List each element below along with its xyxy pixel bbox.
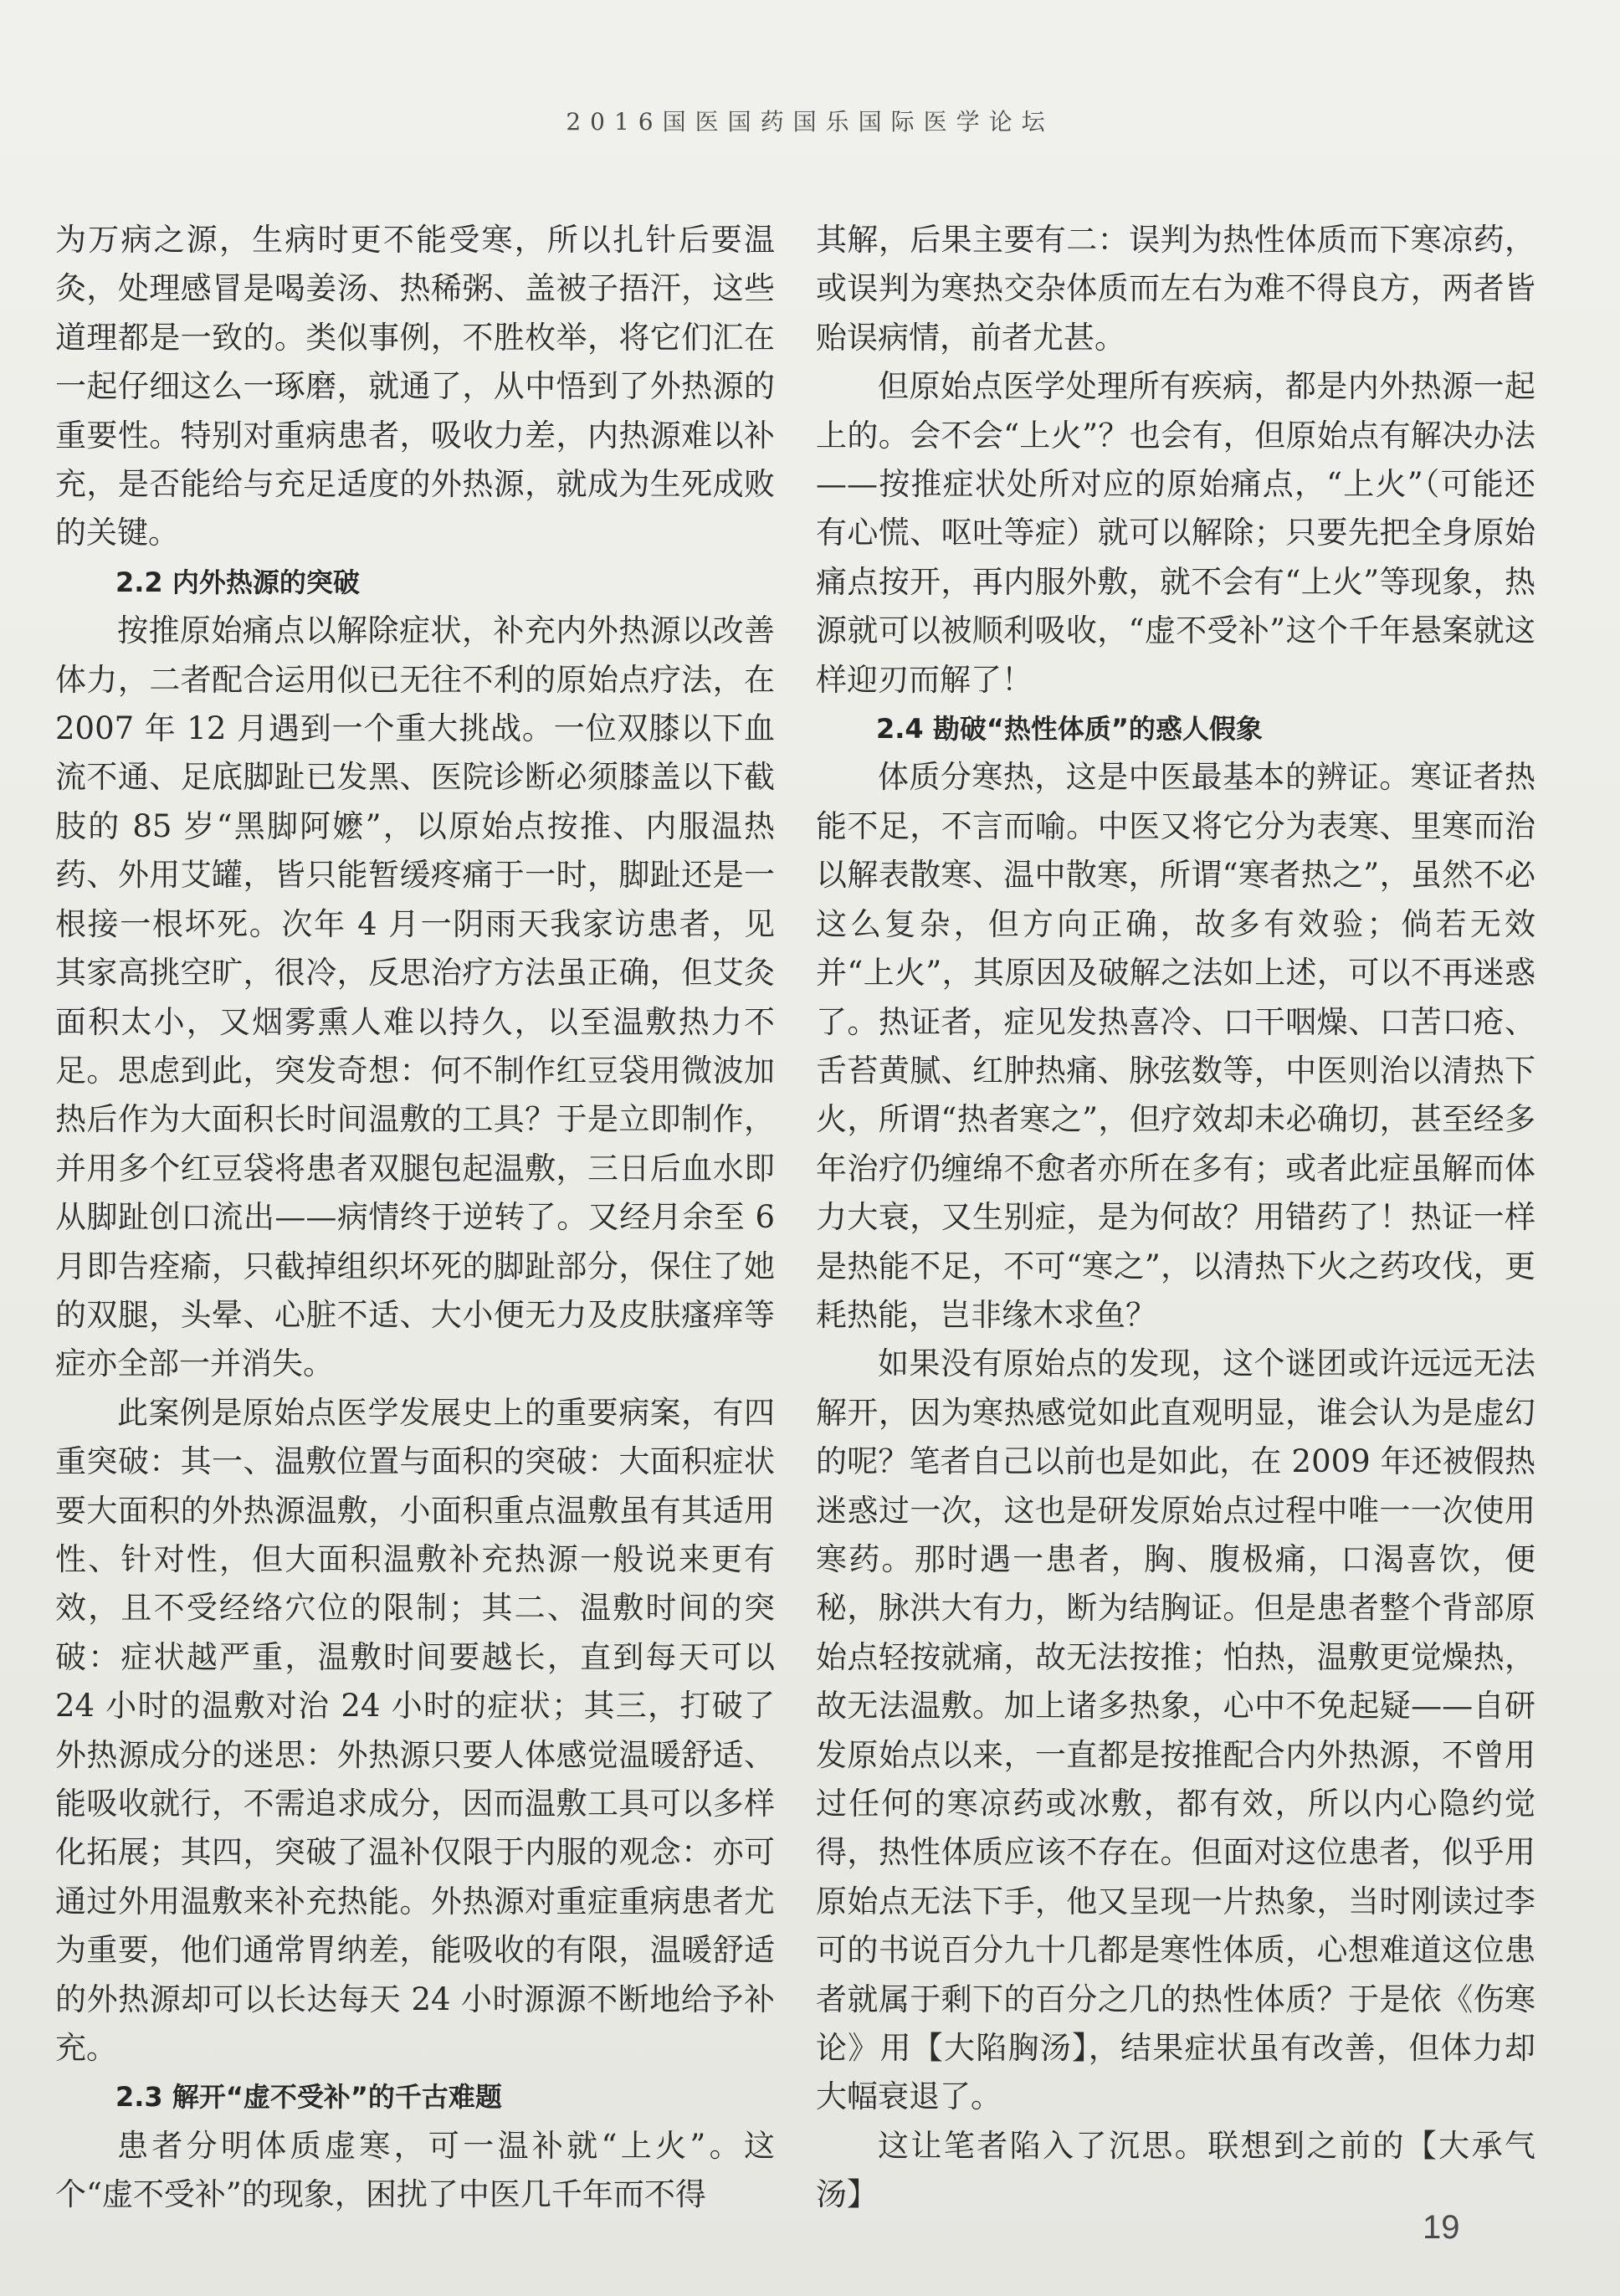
paragraph: 其解，后果主要有二：误判为热性体质而下寒凉药，或误判为寒热交杂体质而左右为难不得良方，两者皆贻误病情，前者尤甚。 xyxy=(816,222,1535,356)
paragraph: 此案例是原始点医学发展史上的重要病案，有四重突破：其一、温敷位置与面积的突破：大面积症状要大面积的外热源温敷，小面积重点温敷虽有其适用性、针对性，但大面积温敷补充热源一般说来更有效，且不受经络穴位的限制；其二、温敷时间的突破：症状越严重，温敷时间要越长，直到每天可以 24 小时的温敷对治 24 小时的症状；其三，打破了外热源成分的迷思：外热源只要人体感觉温暖舒适、能吸收就行，不需追求成分，因而温敷工具可以多样化拓展；其四，突破了温补仅限于内服的观念：亦可通过外用温敷来补充热能。外热源对重症重病患者尤为重要，他们通常胃纳差，能吸收的有限，温暖舒适的外热源却可以长达每天 24 小时源源不断地给予补充。 xyxy=(55,1394,775,2067)
paragraph: 患者分明体质虚寒，可一温补就“上火”。这个“虚不受补”的现象，困扰了中医几千年而不得 xyxy=(55,2127,775,2213)
paragraph: 这让笔者陷入了沉思。联想到之前的【大承气汤】 xyxy=(816,2127,1535,2213)
section-heading-2-2: 2.2 内外热源的突破 xyxy=(115,566,360,598)
page-number: 19 xyxy=(1423,2209,1460,2246)
section-heading-2-4: 2.4 勘破“热性体质”的惑人假象 xyxy=(876,713,1263,746)
paragraph: 体质分寒热，这是中医最基本的辨证。寒证者热能不足，不言而喻。中医又将它分为表寒、里寒而治以解表散寒、温中散寒，所谓“寒者热之”，虽然不必这么复杂，但方向正确，故多有效验；倘若无效并“上火”，其原因及破解之法如上述，可以不再迷惑了。热证者，症见发热喜冷、口干咽燥、口苦口疮、舌苔黄腻、红肿热痛、脉弦数等，中医则治以清热下火，所谓“热者寒之”，但疗效却未必确切，甚至经多年治疗仍缠绵不愈者亦所在多有；或者此症虽解而体力大衰，又生别症，是为何故？用错药了！热证一样是热能不足，不可“寒之”，以清热下火之药攻伐，更耗热能，岂非缘木求鱼？ xyxy=(816,759,1535,1333)
paragraph: 按推原始痛点以解除症状，补充内外热源以改善体力，二者配合运用似已无往不利的原始点疗法，在 2007 年 12 月遇到一个重大挑战。一位双膝以下血流不通、足底脚趾已发黑、医院诊断必须膝盖以下截肢的 85 岁“黑脚阿嬷”，以原始点按推、内服温热药、外用艾罐，皆只能暂缓疼痛于一时，脚趾还是一根接一根坏死。次年 4 月一阴雨天我家访患者，见其家高挑空旷，很冷，反思治疗方法虽正确，但艾灸面积太小，又烟雾熏人难以持久，以至温敷热力不足。思虑到此，突发奇想：何不制作红豆袋用微波加热后作为大面积长时间温敷的工具？于是立即制作，并用多个红豆袋将患者双腿包起温敷，三日后血水即从脚趾创口流出——病情终于逆转了。又经月余至 6 月即告痊瘉，只截掉组织坏死的脚趾部分，保住了她的双腿，头晕、心脏不适、大小便无力及皮肤瘙痒等症亦全部一并消失。 xyxy=(55,612,775,1382)
paragraph: 但原始点医学处理所有疾病，都是内外热源一起上的。会不会“上火”？也会有，但原始点有解决办法——按推症状处所对应的原始痛点，“上火”（可能还有心慌、呕吐等症）就可以解除；只要先把全身原始痛点按开，再内服外敷，就不会有“上火”等现象，热源就可以被顺利吸收，“虚不受补”这个千年悬案就这样迎刃而解了！ xyxy=(816,368,1535,698)
section-heading-2-3: 2.3 解开“虚不受补”的千古难题 xyxy=(115,2081,502,2114)
left-column xyxy=(55,216,775,2220)
paragraph: 如果没有原始点的发现，这个谜团或许远远无法解开，因为寒热感觉如此直观明显，谁会认为是虚幻的呢？笔者自己以前也是如此，在 2009 年还被假热迷惑过一次，这也是研发原始点过程中唯一一次使用寒药。那时遇一患者，胸、腹极痛，口渴喜饮，便秘，脉洪大有力，断为结胸证。但是患者整个背部原始点轻按就痛，故无法按推；怕热，温敷更觉燥热，故无法温敷。加上诸多热象，心中不免起疑——自研发原始点以来，一直都是按推配合内外热源，不曾用过任何的寒凉药或冰敷，都有效，所以内心隐约觉得，热性体质应该不存在。但面对这位患者，似乎用原始点无法下手，他又呈现一片热象，当时刚读过李可的书说百分九十几都是寒性体质，心想难道这位患者就属于剩下的百分之几的热性体质？于是依《伤寒论》用【大陷胸汤】，结果症状虽有改善，但体力却大幅衰退了。 xyxy=(816,1345,1535,2115)
paragraph: 为万病之源，生病时更不能受寒，所以扎针后要温灸，处理感冒是喝姜汤、热稀粥、盖被子捂汗，这些道理都是一致的。类似事例，不胜枚举，将它们汇在一起仔细这么一琢磨，就通了，从中悟到了外热源的重要性。特别对重病患者，吸收力差，内热源难以补充，是否能给与充足适度的外热源，就成为生死成败的关键。 xyxy=(55,222,775,551)
right-column xyxy=(816,216,1535,2220)
running-header: 2016国医国药国乐国际医学论坛 xyxy=(566,108,1054,136)
